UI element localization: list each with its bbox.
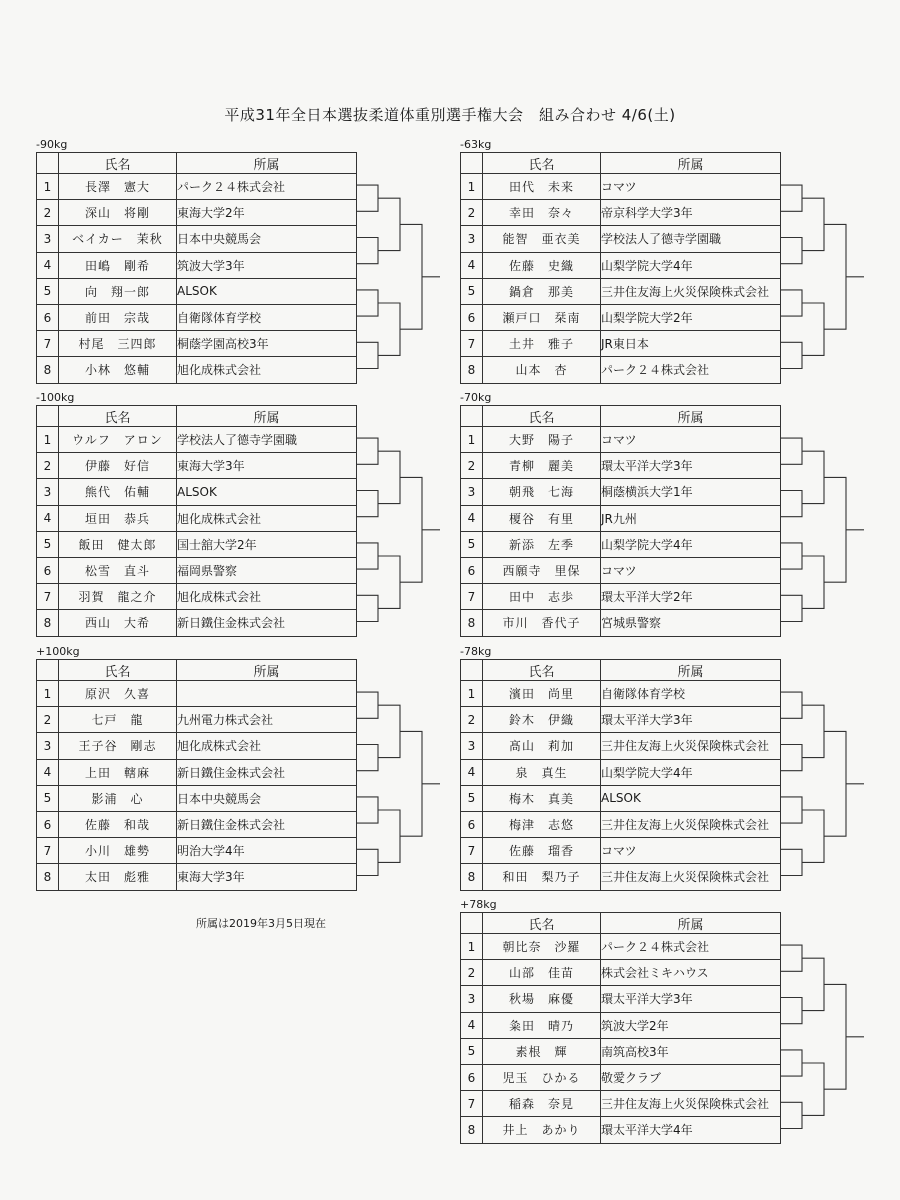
athlete-team: ALSOK bbox=[177, 479, 357, 505]
table-row bbox=[461, 838, 781, 864]
draw-number: 4 bbox=[461, 1012, 483, 1038]
draw-number: 8 bbox=[37, 864, 59, 890]
athlete-team: 環太平洋大学3年 bbox=[601, 707, 781, 733]
table-row bbox=[461, 557, 781, 583]
draw-table bbox=[460, 405, 781, 637]
athlete-name: 幸田 奈々 bbox=[483, 200, 601, 226]
weight-class-label: -63kg bbox=[460, 138, 492, 151]
athlete-name: 和田 梨乃子 bbox=[483, 864, 601, 890]
team-header: 所属 bbox=[601, 406, 781, 427]
weight-class-label: +100kg bbox=[36, 645, 80, 658]
athlete-name: 鍋倉 那美 bbox=[483, 278, 601, 304]
number-header bbox=[461, 660, 483, 681]
draw-number: 7 bbox=[461, 838, 483, 864]
draw-number: 1 bbox=[37, 427, 59, 453]
draw-number: 1 bbox=[461, 427, 483, 453]
athlete-team: 山梨学院大学4年 bbox=[601, 759, 781, 785]
team-header: 所属 bbox=[601, 913, 781, 934]
athlete-name: 山本 杏 bbox=[483, 357, 601, 383]
athlete-name: ウルフ アロン bbox=[59, 427, 177, 453]
table-row bbox=[37, 479, 357, 505]
draw-number: 4 bbox=[461, 759, 483, 785]
table-row bbox=[461, 733, 781, 759]
draw-table bbox=[36, 405, 357, 637]
athlete-team: 環太平洋大学4年 bbox=[601, 1117, 781, 1143]
name-header: 氏名 bbox=[483, 406, 601, 427]
table-row bbox=[37, 453, 357, 479]
draw-number: 2 bbox=[37, 707, 59, 733]
athlete-name: 佐藤 史織 bbox=[483, 252, 601, 278]
bracket-path bbox=[780, 692, 864, 875]
athlete-team bbox=[177, 681, 357, 707]
bracket-path bbox=[780, 438, 864, 621]
team-header: 所属 bbox=[177, 660, 357, 681]
draw-number: 4 bbox=[461, 252, 483, 278]
table-row bbox=[37, 200, 357, 226]
draw-number: 2 bbox=[37, 453, 59, 479]
athlete-team: 山梨学院大学4年 bbox=[601, 252, 781, 278]
athlete-name: 瀬戸口 栞南 bbox=[483, 304, 601, 330]
draw-number: 6 bbox=[461, 811, 483, 837]
draw-table bbox=[36, 659, 357, 891]
table-row bbox=[37, 557, 357, 583]
athlete-team: 旭化成株式会社 bbox=[177, 584, 357, 610]
draw-number: 7 bbox=[37, 331, 59, 357]
athlete-name: 上田 轄麻 bbox=[59, 759, 177, 785]
table-header-row bbox=[461, 153, 781, 174]
page-title: 平成31年全日本選抜柔道体重別選手権大会 組み合わせ 4/6(土) bbox=[224, 106, 676, 124]
table-row bbox=[461, 331, 781, 357]
athlete-team: 東海大学3年 bbox=[177, 453, 357, 479]
number-header bbox=[37, 153, 59, 174]
name-header: 氏名 bbox=[59, 153, 177, 174]
table-header-row bbox=[461, 660, 781, 681]
athlete-team: 環太平洋大学3年 bbox=[601, 986, 781, 1012]
table-header-row bbox=[37, 153, 357, 174]
table-header-row bbox=[461, 406, 781, 427]
weight-class-label: -70kg bbox=[460, 391, 492, 404]
athlete-team: 新日鐵住金株式会社 bbox=[177, 610, 357, 636]
table-row bbox=[461, 479, 781, 505]
table-row bbox=[461, 453, 781, 479]
table-row bbox=[461, 759, 781, 785]
athlete-name: 小林 悠輔 bbox=[59, 357, 177, 383]
bracket-path bbox=[356, 692, 440, 875]
table-row bbox=[461, 278, 781, 304]
draw-number: 3 bbox=[37, 226, 59, 252]
name-header: 氏名 bbox=[59, 406, 177, 427]
draw-number: 7 bbox=[461, 1091, 483, 1117]
athlete-name: 市川 香代子 bbox=[483, 610, 601, 636]
athlete-name: 土井 雅子 bbox=[483, 331, 601, 357]
athlete-team: 桐蔭学園高校3年 bbox=[177, 331, 357, 357]
draw-number: 7 bbox=[37, 838, 59, 864]
table-header-row bbox=[37, 406, 357, 427]
athlete-name: 朝比奈 沙羅 bbox=[483, 934, 601, 960]
draw-number: 8 bbox=[461, 357, 483, 383]
bracket-lines bbox=[356, 152, 466, 402]
athlete-name: 佐藤 和哉 bbox=[59, 811, 177, 837]
draw-number: 2 bbox=[461, 707, 483, 733]
athlete-name: 濱田 尚里 bbox=[483, 681, 601, 707]
draw-number: 3 bbox=[37, 733, 59, 759]
draw-number: 2 bbox=[37, 200, 59, 226]
draw-number: 5 bbox=[461, 278, 483, 304]
draw-number: 7 bbox=[37, 584, 59, 610]
athlete-name: 梅木 真美 bbox=[483, 785, 601, 811]
team-header: 所属 bbox=[177, 406, 357, 427]
athlete-team: 桐蔭横浜大学1年 bbox=[601, 479, 781, 505]
athlete-team: 明治大学4年 bbox=[177, 838, 357, 864]
number-header bbox=[461, 153, 483, 174]
table-row bbox=[461, 1091, 781, 1117]
athlete-name: 深山 将剛 bbox=[59, 200, 177, 226]
number-header bbox=[37, 406, 59, 427]
table-row bbox=[37, 785, 357, 811]
table-row bbox=[37, 278, 357, 304]
table-row bbox=[461, 427, 781, 453]
athlete-team: 三井住友海上火災保険株式会社 bbox=[601, 811, 781, 837]
table-row bbox=[37, 505, 357, 531]
table-row bbox=[461, 1064, 781, 1090]
draw-number: 3 bbox=[461, 226, 483, 252]
table-row bbox=[461, 252, 781, 278]
bracket-path bbox=[356, 438, 440, 621]
table-row bbox=[37, 357, 357, 383]
draw-number: 7 bbox=[461, 584, 483, 610]
draw-table bbox=[460, 152, 781, 384]
athlete-name: 熊代 佑輔 bbox=[59, 479, 177, 505]
draw-table bbox=[460, 912, 781, 1144]
draw-number: 5 bbox=[461, 531, 483, 557]
athlete-name: 田中 志歩 bbox=[483, 584, 601, 610]
athlete-name: 羽賀 龍之介 bbox=[59, 584, 177, 610]
table-row bbox=[37, 811, 357, 837]
athlete-team: コマツ bbox=[601, 427, 781, 453]
table-row bbox=[37, 707, 357, 733]
athlete-name: 髙山 莉加 bbox=[483, 733, 601, 759]
athlete-team: 学校法人了德寺学園職 bbox=[177, 427, 357, 453]
table-row bbox=[461, 864, 781, 890]
draw-number: 3 bbox=[461, 986, 483, 1012]
draw-number: 2 bbox=[461, 453, 483, 479]
table-row bbox=[37, 331, 357, 357]
athlete-name: 松雪 直斗 bbox=[59, 557, 177, 583]
athlete-team: 環太平洋大学3年 bbox=[601, 453, 781, 479]
table-row bbox=[461, 200, 781, 226]
name-header: 氏名 bbox=[483, 913, 601, 934]
athlete-team: 敬愛クラブ bbox=[601, 1064, 781, 1090]
athlete-name: 伊藤 好信 bbox=[59, 453, 177, 479]
draw-number: 6 bbox=[461, 304, 483, 330]
athlete-name: 新添 左季 bbox=[483, 531, 601, 557]
athlete-team: 新日鐵住金株式会社 bbox=[177, 759, 357, 785]
athlete-team: 帝京科学大学3年 bbox=[601, 200, 781, 226]
athlete-name: 梅津 志悠 bbox=[483, 811, 601, 837]
athlete-team: コマツ bbox=[601, 838, 781, 864]
table-row bbox=[461, 304, 781, 330]
table-row bbox=[37, 304, 357, 330]
athlete-team: 三井住友海上火災保険株式会社 bbox=[601, 278, 781, 304]
bracket-lines bbox=[780, 659, 890, 909]
draw-number: 6 bbox=[37, 304, 59, 330]
athlete-team: JR九州 bbox=[601, 505, 781, 531]
bracket-lines bbox=[780, 405, 890, 655]
draw-number: 5 bbox=[37, 531, 59, 557]
table-row bbox=[461, 986, 781, 1012]
bracket-lines bbox=[780, 912, 890, 1162]
table-row bbox=[37, 584, 357, 610]
draw-number: 1 bbox=[37, 681, 59, 707]
name-header: 氏名 bbox=[59, 660, 177, 681]
weight-class-label: -100kg bbox=[36, 391, 75, 404]
athlete-team: JR東日本 bbox=[601, 331, 781, 357]
table-header-row bbox=[461, 913, 781, 934]
draw-number: 7 bbox=[461, 331, 483, 357]
athlete-team: 宮城県警察 bbox=[601, 610, 781, 636]
table-header-row bbox=[37, 660, 357, 681]
athlete-name: 前田 宗哉 bbox=[59, 304, 177, 330]
athlete-team: パーク２４株式会社 bbox=[177, 174, 357, 200]
table-row bbox=[37, 610, 357, 636]
athlete-name: 泉 真生 bbox=[483, 759, 601, 785]
table-row bbox=[461, 934, 781, 960]
athlete-team: パーク２４株式会社 bbox=[601, 357, 781, 383]
athlete-name: 鈴木 伊織 bbox=[483, 707, 601, 733]
athlete-team: 国士舘大学2年 bbox=[177, 531, 357, 557]
athlete-team: 山梨学院大学2年 bbox=[601, 304, 781, 330]
athlete-team: ALSOK bbox=[601, 785, 781, 811]
number-header bbox=[461, 406, 483, 427]
draw-number: 1 bbox=[37, 174, 59, 200]
weight-class-label: +78kg bbox=[460, 898, 497, 911]
athlete-team: 筑波大学2年 bbox=[601, 1012, 781, 1038]
table-row bbox=[461, 531, 781, 557]
athlete-name: 西願寺 里保 bbox=[483, 557, 601, 583]
table-row bbox=[461, 584, 781, 610]
athlete-name: 青柳 麗美 bbox=[483, 453, 601, 479]
table-row bbox=[461, 226, 781, 252]
team-header: 所属 bbox=[177, 153, 357, 174]
athlete-name: 素根 輝 bbox=[483, 1038, 601, 1064]
table-row bbox=[461, 610, 781, 636]
athlete-team: ALSOK bbox=[177, 278, 357, 304]
draw-number: 4 bbox=[461, 505, 483, 531]
athlete-name: 井上 あかり bbox=[483, 1117, 601, 1143]
draw-number: 5 bbox=[37, 785, 59, 811]
athlete-team: 山梨学院大学4年 bbox=[601, 531, 781, 557]
name-header: 氏名 bbox=[483, 660, 601, 681]
athlete-name: 飯田 健太郎 bbox=[59, 531, 177, 557]
draw-number: 8 bbox=[37, 610, 59, 636]
table-row bbox=[37, 252, 357, 278]
affiliation-note: 所属は2019年3月5日現在 bbox=[196, 917, 326, 930]
table-row bbox=[37, 838, 357, 864]
draw-number: 2 bbox=[461, 200, 483, 226]
table-row bbox=[461, 707, 781, 733]
table-row bbox=[461, 357, 781, 383]
draw-number: 5 bbox=[37, 278, 59, 304]
athlete-name: 向 翔一郎 bbox=[59, 278, 177, 304]
athlete-team: 筑波大学3年 bbox=[177, 252, 357, 278]
draw-number: 6 bbox=[37, 557, 59, 583]
athlete-name: 王子谷 剛志 bbox=[59, 733, 177, 759]
athlete-name: 垣田 恭兵 bbox=[59, 505, 177, 531]
bracket-lines bbox=[356, 405, 466, 655]
draw-number: 3 bbox=[461, 733, 483, 759]
draw-number: 1 bbox=[461, 174, 483, 200]
draw-number: 2 bbox=[461, 960, 483, 986]
table-row bbox=[37, 531, 357, 557]
athlete-team: 東海大学2年 bbox=[177, 200, 357, 226]
athlete-team: 環太平洋大学2年 bbox=[601, 584, 781, 610]
athlete-team: 旭化成株式会社 bbox=[177, 505, 357, 531]
bracket-path bbox=[780, 945, 864, 1128]
table-row bbox=[461, 1038, 781, 1064]
athlete-name: 西山 大希 bbox=[59, 610, 177, 636]
athlete-name: 粂田 晴乃 bbox=[483, 1012, 601, 1038]
table-row bbox=[37, 733, 357, 759]
team-header: 所属 bbox=[601, 153, 781, 174]
athlete-name: 村尾 三四郎 bbox=[59, 331, 177, 357]
draw-number: 8 bbox=[461, 864, 483, 890]
athlete-name: 榎谷 有里 bbox=[483, 505, 601, 531]
team-header: 所属 bbox=[601, 660, 781, 681]
table-row bbox=[461, 1117, 781, 1143]
table-row bbox=[461, 681, 781, 707]
athlete-team: 日本中央競馬会 bbox=[177, 226, 357, 252]
athlete-name: 七戸 龍 bbox=[59, 707, 177, 733]
athlete-team: 三井住友海上火災保険株式会社 bbox=[601, 864, 781, 890]
athlete-name: 太田 彪雅 bbox=[59, 864, 177, 890]
athlete-name: 稲森 奈見 bbox=[483, 1091, 601, 1117]
draw-number: 4 bbox=[37, 505, 59, 531]
athlete-team: 旭化成株式会社 bbox=[177, 357, 357, 383]
draw-table bbox=[460, 659, 781, 891]
athlete-name: 児玉 ひかる bbox=[483, 1064, 601, 1090]
table-row bbox=[37, 864, 357, 890]
athlete-team: 福岡県警察 bbox=[177, 557, 357, 583]
number-header bbox=[37, 660, 59, 681]
table-row bbox=[461, 811, 781, 837]
draw-number: 6 bbox=[461, 557, 483, 583]
athlete-team: 三井住友海上火災保険株式会社 bbox=[601, 1091, 781, 1117]
draw-number: 8 bbox=[461, 610, 483, 636]
athlete-team: コマツ bbox=[601, 557, 781, 583]
athlete-team: パーク２４株式会社 bbox=[601, 934, 781, 960]
draw-number: 3 bbox=[461, 479, 483, 505]
athlete-name: 影浦 心 bbox=[59, 785, 177, 811]
athlete-name: 朝飛 七海 bbox=[483, 479, 601, 505]
weight-class-label: -90kg bbox=[36, 138, 68, 151]
draw-number: 1 bbox=[461, 934, 483, 960]
athlete-name: 大野 陽子 bbox=[483, 427, 601, 453]
number-header bbox=[461, 913, 483, 934]
athlete-team: 自衛隊体育学校 bbox=[177, 304, 357, 330]
athlete-team: 株式会社ミキハウス bbox=[601, 960, 781, 986]
athlete-team: コマツ bbox=[601, 174, 781, 200]
athlete-name: 原沢 久喜 bbox=[59, 681, 177, 707]
athlete-team: 日本中央競馬会 bbox=[177, 785, 357, 811]
athlete-team: 三井住友海上火災保険株式会社 bbox=[601, 733, 781, 759]
athlete-name: ベイカー 茉秋 bbox=[59, 226, 177, 252]
table-row bbox=[461, 174, 781, 200]
draw-number: 3 bbox=[37, 479, 59, 505]
athlete-name: 小川 雄勢 bbox=[59, 838, 177, 864]
draw-number: 8 bbox=[37, 357, 59, 383]
athlete-name: 秋場 麻優 bbox=[483, 986, 601, 1012]
draw-table bbox=[36, 152, 357, 384]
draw-number: 6 bbox=[37, 811, 59, 837]
bracket-lines bbox=[780, 152, 890, 402]
table-row bbox=[37, 427, 357, 453]
table-row bbox=[461, 1012, 781, 1038]
table-row bbox=[37, 226, 357, 252]
athlete-team: 南筑高校3年 bbox=[601, 1038, 781, 1064]
athlete-name: 佐藤 瑠香 bbox=[483, 838, 601, 864]
athlete-name: 田嶋 剛希 bbox=[59, 252, 177, 278]
athlete-name: 山部 佳苗 bbox=[483, 960, 601, 986]
table-row bbox=[461, 960, 781, 986]
table-row bbox=[461, 785, 781, 811]
athlete-name: 長澤 憲大 bbox=[59, 174, 177, 200]
athlete-team: 旭化成株式会社 bbox=[177, 733, 357, 759]
athlete-team: 九州電力株式会社 bbox=[177, 707, 357, 733]
bracket-path bbox=[356, 185, 440, 368]
athlete-team: 東海大学3年 bbox=[177, 864, 357, 890]
draw-number: 8 bbox=[461, 1117, 483, 1143]
draw-number: 5 bbox=[461, 785, 483, 811]
draw-number: 6 bbox=[461, 1064, 483, 1090]
weight-class-label: -78kg bbox=[460, 645, 492, 658]
table-row bbox=[461, 505, 781, 531]
draw-number: 1 bbox=[461, 681, 483, 707]
bracket-lines bbox=[356, 659, 466, 909]
athlete-team: 自衛隊体育学校 bbox=[601, 681, 781, 707]
athlete-name: 能智 亜衣美 bbox=[483, 226, 601, 252]
table-row bbox=[37, 681, 357, 707]
bracket-path bbox=[780, 185, 864, 368]
athlete-team: 学校法人了德寺学園職 bbox=[601, 226, 781, 252]
draw-number: 4 bbox=[37, 759, 59, 785]
athlete-name: 田代 未来 bbox=[483, 174, 601, 200]
draw-number: 5 bbox=[461, 1038, 483, 1064]
table-row bbox=[37, 759, 357, 785]
table-row bbox=[37, 174, 357, 200]
draw-number: 4 bbox=[37, 252, 59, 278]
athlete-team: 新日鐵住金株式会社 bbox=[177, 811, 357, 837]
name-header: 氏名 bbox=[483, 153, 601, 174]
